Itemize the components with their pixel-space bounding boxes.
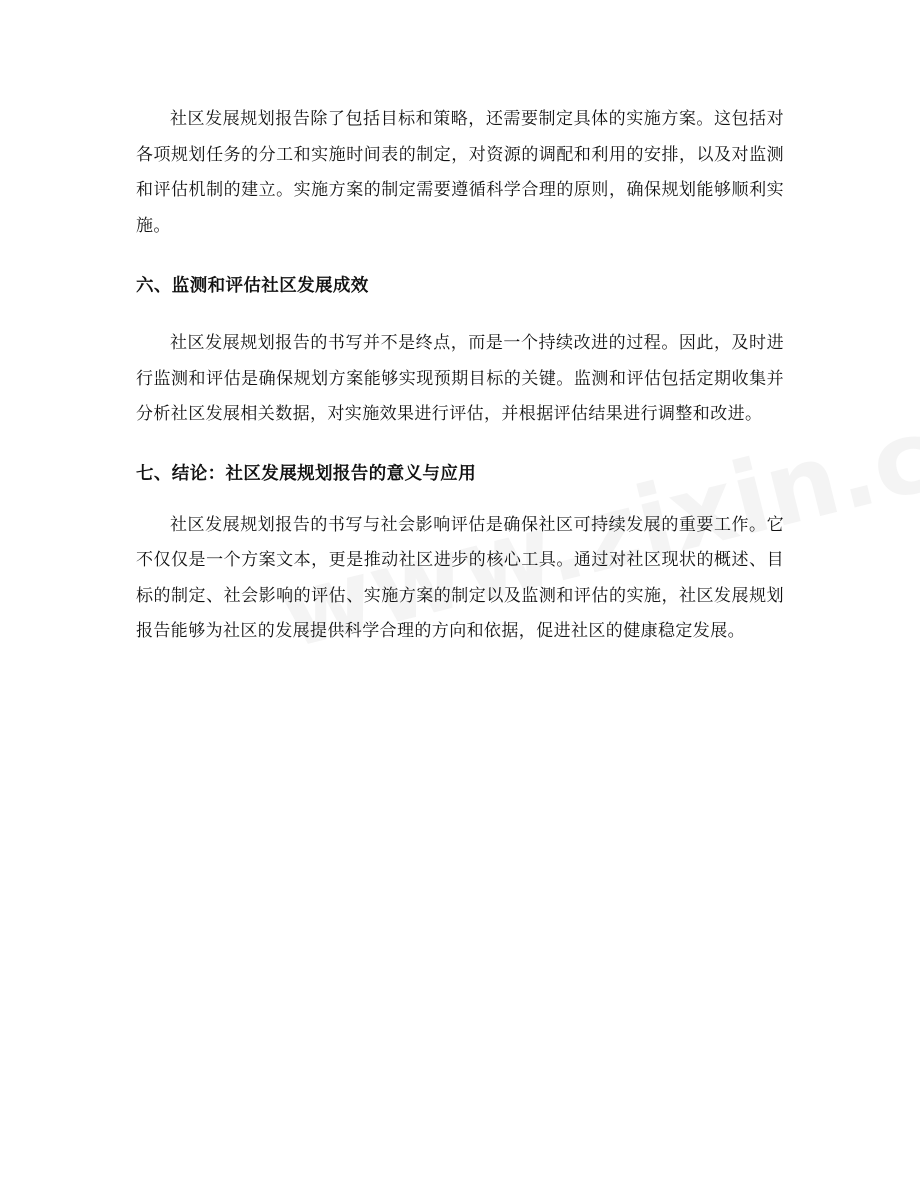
section-heading-7: 七、结论：社区发展规划报告的意义与应用	[136, 463, 477, 484]
section-heading-6: 六、监测和评估社区发展成效	[136, 276, 369, 296]
paragraph-monitoring-evaluation: 社区发展规划报告的书写并不是终点，而是一个持续改进的过程。因此，及时进行监测和评估是确保规划方案能够实现预期目标的关键。监测和评估包括定期收集并分析社区发展相关数据，对实施效果进行评估，并根据评估结果进行调整和改进。	[136, 333, 784, 424]
document-content	[136, 102, 784, 650]
paragraph-conclusion: 社区发展规划报告的书写与社会影响评估是确保社区可持续发展的重要工作。它不仅仅是一个方案文本，更是推动社区进步的核心工具。通过对社区现状的概述、目标的制定、社会影响的评估、实施方案的制定以及监测和评估的实施，社区发展规划报告能够为社区的发展提供科学合理的方向和依据，促进社区的健康稳定发展。	[136, 514, 784, 641]
paragraph-implementation-plan: 社区发展规划报告除了包括目标和策略，还需要制定具体的实施方案。这包括对各项规划任务的分工和实施时间表的制定，对资源的调配和利用的安排，以及对监测和评估机制的建立。实施方案的制定需要遵循科学合理的原则，确保规划能够顺利实施。	[136, 109, 784, 236]
